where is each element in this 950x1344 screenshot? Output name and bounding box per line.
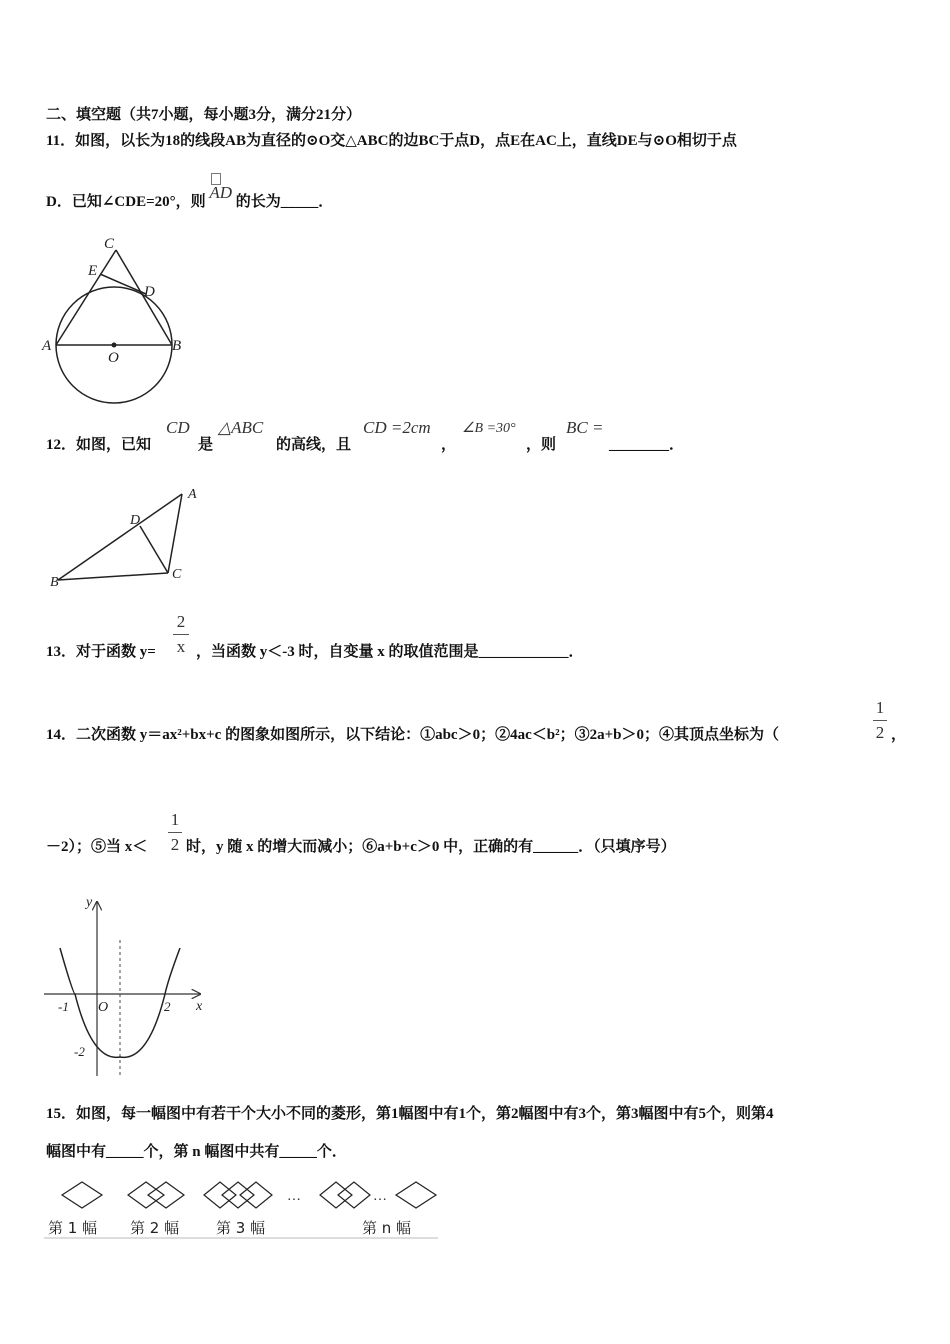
rhombus (222, 1182, 254, 1208)
section-title: 二、填空题（共7小题，每小题3分，满分21分） (46, 107, 362, 123)
label-x: x (196, 999, 203, 1014)
q11-line2-pre: D．已知∠CDE=20°，则 (46, 194, 206, 210)
rhombus (204, 1182, 236, 1208)
segment-cd (140, 526, 168, 573)
segment-de (100, 274, 146, 294)
q13-fraction (173, 612, 189, 657)
q15-line2: 幅图中有_____个，第 n 幅图中共有_____个． (46, 1144, 347, 1160)
label-d: D (130, 513, 141, 528)
label-b: B (172, 338, 182, 354)
q12-math-bc: BC = (566, 418, 604, 437)
q15-line1: 15．如图，每一幅图中有若干个大小不同的菱形，第1幅图中有1个，第2幅图中有3个，第3幅图中有5个，则第4 (46, 1106, 774, 1122)
arc-symbol-icon (211, 173, 221, 185)
label-origin: O (98, 1000, 109, 1015)
q12-figure (44, 480, 214, 595)
segment-ac (168, 494, 182, 573)
q12-math-cd-value: CD =2cm (363, 418, 431, 437)
q14-frac2-denominator: 2 (170, 835, 180, 854)
q12-comma: ， (441, 437, 457, 453)
caption-fig-3: 第 3 幅 (216, 1219, 266, 1237)
q11-arc-math: AD (209, 183, 233, 202)
segment-bc (58, 573, 168, 580)
label-neg1: -1 (58, 999, 69, 1014)
q12-math-angle: ∠B =30° (462, 421, 516, 436)
segment-ba (58, 494, 182, 580)
ellipsis-2: … (374, 1189, 387, 1204)
q14-frac2-numerator: 1 (170, 810, 180, 829)
fraction-bar (173, 634, 189, 635)
q13-post: ，当函数 y＜-3 时，自变量 x 的取值范围是____________． (196, 644, 584, 660)
q15-figure (44, 1178, 444, 1240)
label-y: y (86, 895, 93, 910)
rhombus (320, 1182, 352, 1208)
q14-fraction-1 (873, 698, 887, 743)
q14-frac1-after: ， (891, 727, 907, 743)
rhombus (128, 1182, 164, 1208)
label-b: B (50, 575, 59, 590)
q11-line1: 11．如图，以长为18的线段AB为直径的⊙O交△ABC的边BC于点D，点E在AC上，直线DE与⊙O相切于点 (46, 133, 737, 149)
q13-denominator: x (176, 637, 186, 656)
rhombus (338, 1182, 370, 1208)
q12-math-abc: △ABC (218, 418, 264, 437)
rhombus (148, 1182, 184, 1208)
label-d: D (144, 284, 155, 300)
q14-line1: 14．二次函数 y＝ax²+bx+c 的图象如图所示，以下结论：①abc＞0；②4ac＜b²；③2a+b＞0；④其顶点坐标为（ (46, 727, 779, 743)
q12-text-height: 的高线，且 (276, 437, 352, 453)
q11-line2-post: 的长为_____． (235, 194, 334, 210)
label-neg2: -2 (74, 1044, 85, 1059)
ellipsis-1: … (288, 1189, 301, 1204)
label-two: 2 (164, 999, 171, 1014)
q12-pre: 12．如图，已知 (46, 437, 152, 453)
q11-figure (40, 230, 200, 410)
q14-frac1-denominator: 2 (875, 723, 885, 742)
q14-fraction-2 (168, 810, 182, 855)
label-c: C (172, 567, 182, 582)
fraction-bar (168, 832, 182, 833)
q14-graph (40, 890, 220, 1080)
rhombus (396, 1182, 436, 1208)
q12-text-then: ，则 (526, 437, 557, 453)
q11-line2 (46, 183, 334, 211)
caption-fig-n: 第 n 幅 (362, 1219, 412, 1237)
rhombus (62, 1182, 102, 1208)
q14-line2-pre: －2）；⑤当 x＜ (46, 839, 148, 855)
q13-numerator: 2 (176, 612, 186, 631)
segment-ac (56, 250, 116, 345)
label-a: A (188, 487, 197, 502)
q14-line2-post: 时，y 随 x 的增大而减小；⑥a+b+c＞0 中，正确的有______．（只填序号） (186, 839, 676, 855)
center-point (112, 343, 117, 348)
fraction-bar (873, 720, 887, 721)
q14-frac1-numerator: 1 (875, 698, 885, 717)
caption-fig-1: 第 1 幅 (48, 1219, 98, 1237)
label-o: O (108, 350, 119, 366)
label-a: A (42, 338, 52, 354)
q11-arc-ad (209, 183, 232, 203)
rhombus (240, 1182, 272, 1208)
q12-math-cd: CD (166, 418, 190, 437)
label-e: E (88, 263, 98, 279)
label-c: C (104, 236, 115, 252)
q12-text-shi: 是 (198, 437, 214, 453)
q13-pre: 13．对于函数 y= (46, 644, 156, 660)
caption-fig-2: 第 2 幅 (130, 1219, 180, 1237)
q12-answer-blank: ________． (609, 437, 685, 453)
